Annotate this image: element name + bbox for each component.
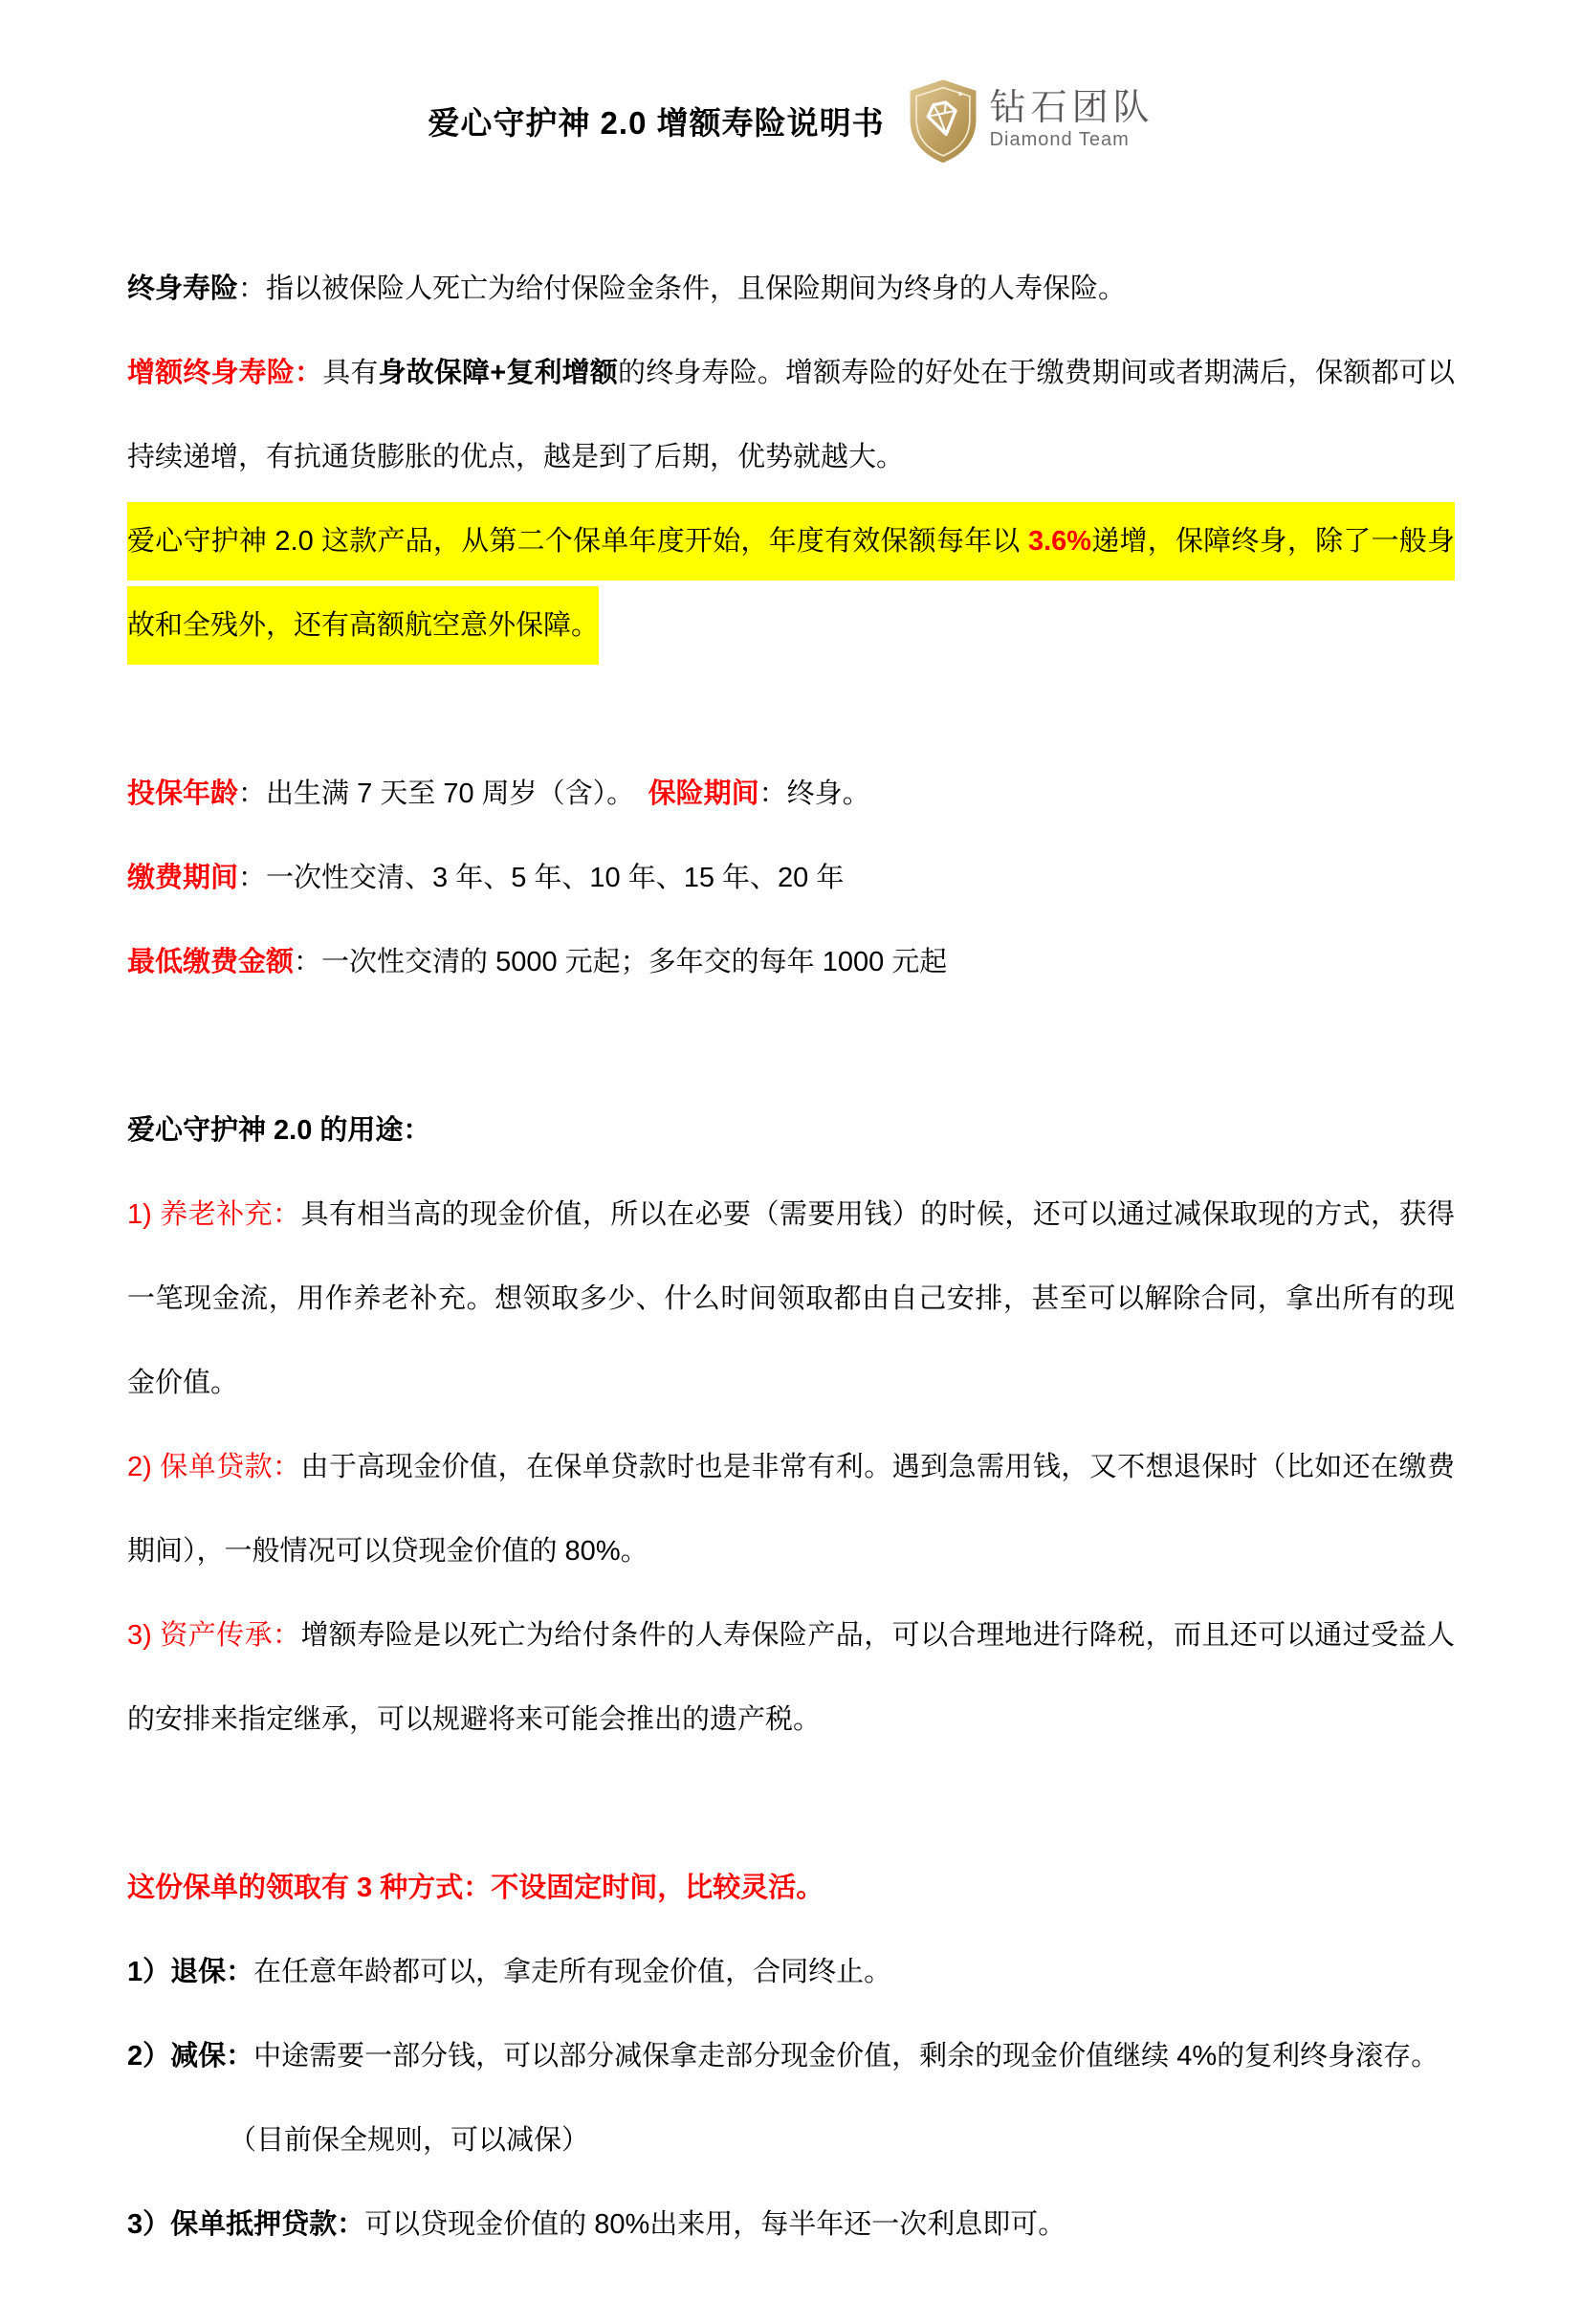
- paragraph-entry-age: [127, 752, 1455, 836]
- paragraph-text: 可以贷现金价值的 80%出来用，每半年还一次利息即可。: [364, 2209, 1066, 2240]
- term-minimum-payment: 最低缴费金额: [127, 947, 295, 977]
- paragraph-withdraw-surrender: [127, 1930, 1455, 2014]
- term-whole-life: 终身寿险: [127, 274, 239, 304]
- paragraph-text: 在任意年龄都可以，拿走所有现金价值，合同终止。: [253, 1957, 892, 1987]
- paragraph-reduction-note: [127, 2098, 1455, 2182]
- highlighted-text: [127, 502, 1455, 665]
- heading-withdrawal-methods: [127, 1846, 1455, 1930]
- paragraph-text: 增额寿险是以死亡为给付条件的人寿保险产品，可以合理地进行降税，而且还可以通过受益人的安排来指定继承，可以规避将来可能会推出的遗产税。: [127, 1620, 1455, 1735]
- paragraph-text: ：出生满 7 天至 70 周岁（含）。: [238, 778, 648, 809]
- term-pension-supplement: 1) 养老补充：: [127, 1199, 301, 1230]
- paragraph-minimum-payment: [127, 920, 1455, 1004]
- paragraph-usage-pension: [127, 1173, 1455, 1425]
- paragraph-text: 递增，保障终身，除了一般身故和全残外，还有高额航空意外保障。: [127, 526, 1455, 641]
- bold-death-benefit-compound: 身故保障+复利增额: [378, 358, 619, 388]
- term-payment-period: 缴费期间: [127, 863, 239, 893]
- term-reduction: 2）减保：: [127, 2041, 254, 2072]
- heading-product-usage: [127, 1088, 1455, 1173]
- document-body: [127, 247, 1455, 2267]
- document-title: 爱心守护神 2.0 增额寿险说明书: [428, 104, 885, 141]
- paragraph-incremental-definition: [127, 331, 1455, 499]
- paragraph-text: 爱心守护神 2.0 这款产品，从第二个保单年度开始，年度有效保额每年以: [127, 526, 1028, 557]
- term-policy-loan: 2) 保单贷款：: [127, 1452, 301, 1482]
- term-wealth-transfer: 3) 资产传承：: [127, 1620, 301, 1651]
- diamond-team-logo: [904, 77, 1154, 164]
- term-entry-age: 投保年龄: [127, 778, 239, 809]
- paragraph-product-highlight: [127, 499, 1455, 668]
- term-incremental-whole-life: 增额终身寿险：: [127, 358, 323, 388]
- paragraph-text: ：一次性交清的 5000 元起；多年交的每年 1000 元起: [294, 947, 948, 977]
- paragraph-usage-wealth-transfer: [127, 1593, 1455, 1762]
- term-insurance-period: 保险期间: [648, 778, 759, 809]
- paragraph-text: 由于高现金价值，在保单贷款时也是非常有利。遇到急需用钱，又不想退保时（比如还在缴费期间），一般情况可以贷现金价值的 80%。: [127, 1452, 1455, 1567]
- paragraph-text: ：指以被保险人死亡为给付保险金条件，且保险期间为终身的人寿保险。: [238, 274, 1127, 304]
- paragraph-whole-life-definition: [127, 247, 1455, 331]
- logo-name-cn: 钻石团队: [989, 88, 1154, 129]
- document-header: [127, 75, 1455, 166]
- logo-name-en: Diamond Team: [989, 128, 1130, 150]
- term-collateral-loan: 3）保单抵押贷款：: [127, 2209, 365, 2240]
- paragraph-text: 具有: [322, 358, 379, 388]
- paragraph-text: 的终身寿险。增额寿险的好处在于缴费期间或者期满后，保额都可以持续递增，有抗通货膨胀的优点，越是到了后期，优势就越大。: [127, 358, 1455, 472]
- paragraph-withdraw-reduction: [127, 2014, 1455, 2098]
- term-surrender: 1）退保：: [127, 1957, 254, 1987]
- paragraph-withdraw-collateral-loan: [127, 2182, 1455, 2267]
- paragraph-usage-policy-loan: [127, 1425, 1455, 1593]
- paragraph-text: （目前保全规则，可以减保）: [229, 2125, 590, 2156]
- paragraph-text: 具有相当高的现金价值，所以在必要（需要用钱）的时候，还可以通过减保取现的方式，获得一笔现金流，用作养老补充。想领取多少、什么时间领取都由自己安排，甚至可以解除合同，拿出所有的现金价值。: [127, 1199, 1455, 1398]
- heading-text: 这份保单的领取有 3 种方式：不设固定时间，比较灵活。: [127, 1873, 824, 1903]
- paragraph-text: ：终身。: [758, 778, 870, 809]
- paragraph-text: ：一次性交清、3 年、5 年、10 年、15 年、20 年: [238, 863, 845, 893]
- heading-text: 爱心守护神 2.0 的用途：: [127, 1115, 431, 1146]
- paragraph-text: 中途需要一部分钱，可以部分减保拿走部分现金价值，剩余的现金价值继续 4%的复利终身滚存。: [253, 2041, 1439, 2072]
- logo-text: [990, 90, 1154, 151]
- growth-rate-value: 3.6%: [1027, 526, 1092, 557]
- paragraph-payment-period: [127, 836, 1455, 920]
- shield-diamond-icon: [904, 77, 982, 164]
